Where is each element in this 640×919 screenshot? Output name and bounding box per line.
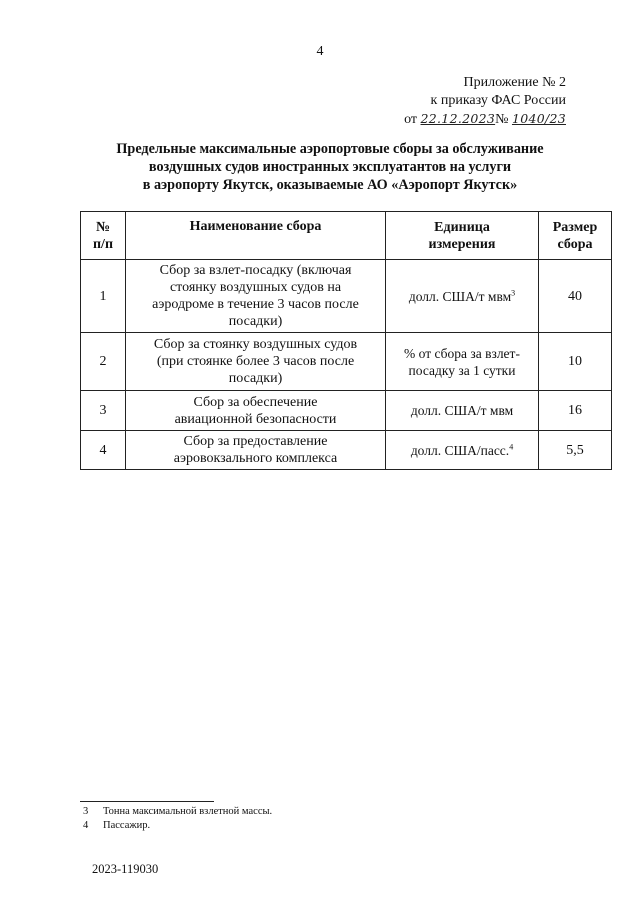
row-size: 10 xyxy=(539,333,612,391)
fees-table xyxy=(80,211,612,470)
date-prefix: от xyxy=(404,112,418,127)
footnote-divider xyxy=(80,801,214,802)
table-row xyxy=(81,391,612,431)
title-line-2: воздушных судов иностранных эксплуатантов на услуги xyxy=(148,159,512,175)
row-unit: долл. США/т мвм$^3$ xyxy=(386,260,539,333)
header-unit: Единица измерения xyxy=(386,212,539,260)
table-row xyxy=(81,333,612,391)
title-line-3: в аэропорту Якутск, оказываемые АО «Аэропорт Якутск» xyxy=(142,177,518,193)
appendix-date-line xyxy=(404,110,566,129)
table-row xyxy=(81,431,612,470)
header-num: № п/п xyxy=(81,212,126,260)
header-name: Наименование сбора xyxy=(126,212,386,260)
row-fee-name: Сбор за стоянку воздушных судов (при стоянке более 3 часов после посадки) xyxy=(126,333,386,391)
document-title xyxy=(60,140,600,194)
row-num: 4 xyxy=(81,431,126,470)
row-num: 1 xyxy=(81,260,126,333)
title-line-1: Предельные максимальные аэропортовые сборы за обслуживание xyxy=(116,141,544,157)
order-date: 22.12.2023 xyxy=(420,111,496,126)
footnote xyxy=(83,805,272,819)
row-size: 5,5 xyxy=(539,431,612,470)
footnote xyxy=(83,819,272,833)
footnote-text: Тонна максимальной взлетной массы. xyxy=(103,806,273,817)
row-num: 2 xyxy=(81,333,126,391)
number-prefix: № xyxy=(495,112,509,127)
row-size: 16 xyxy=(539,391,612,431)
order-number: 1040/23 xyxy=(511,111,566,126)
row-size: 40 xyxy=(539,260,612,333)
footnote-ref: 4 xyxy=(509,442,514,451)
row-fee-name: Сбор за предоставление аэровокзального комплекса xyxy=(126,431,386,470)
header-size: Размер сбора xyxy=(539,212,612,260)
row-unit: долл. США/т мвм xyxy=(386,391,539,431)
document-number: 2023-119030 xyxy=(92,862,159,876)
row-num: 3 xyxy=(81,391,126,431)
footnote-mark: 3 xyxy=(83,806,89,817)
footnotes xyxy=(83,805,272,833)
footnote-text: Пассажир. xyxy=(103,820,151,831)
table-header-row xyxy=(81,212,612,260)
table-row xyxy=(81,260,612,333)
row-unit: долл. США/пасс.$^4$ xyxy=(386,431,539,470)
page-number: 4 xyxy=(316,44,324,59)
appendix-title: Приложение № 2 xyxy=(463,75,566,90)
row-unit: % от сбора за взлет-посадку за 1 сутки xyxy=(386,333,539,391)
footnote-mark: 4 xyxy=(83,820,89,831)
row-fee-name: Сбор за взлет-посадку (включая стоянку воздушных судов на аэродроме в течение 3 часов после посадки) xyxy=(126,260,386,333)
appendix-order-line: к приказу ФАС России xyxy=(430,93,566,108)
appendix-header xyxy=(404,74,566,129)
footnote-ref: 3 xyxy=(511,288,516,297)
row-fee-name: Сбор за обеспечение авиационной безопасности xyxy=(126,391,386,431)
